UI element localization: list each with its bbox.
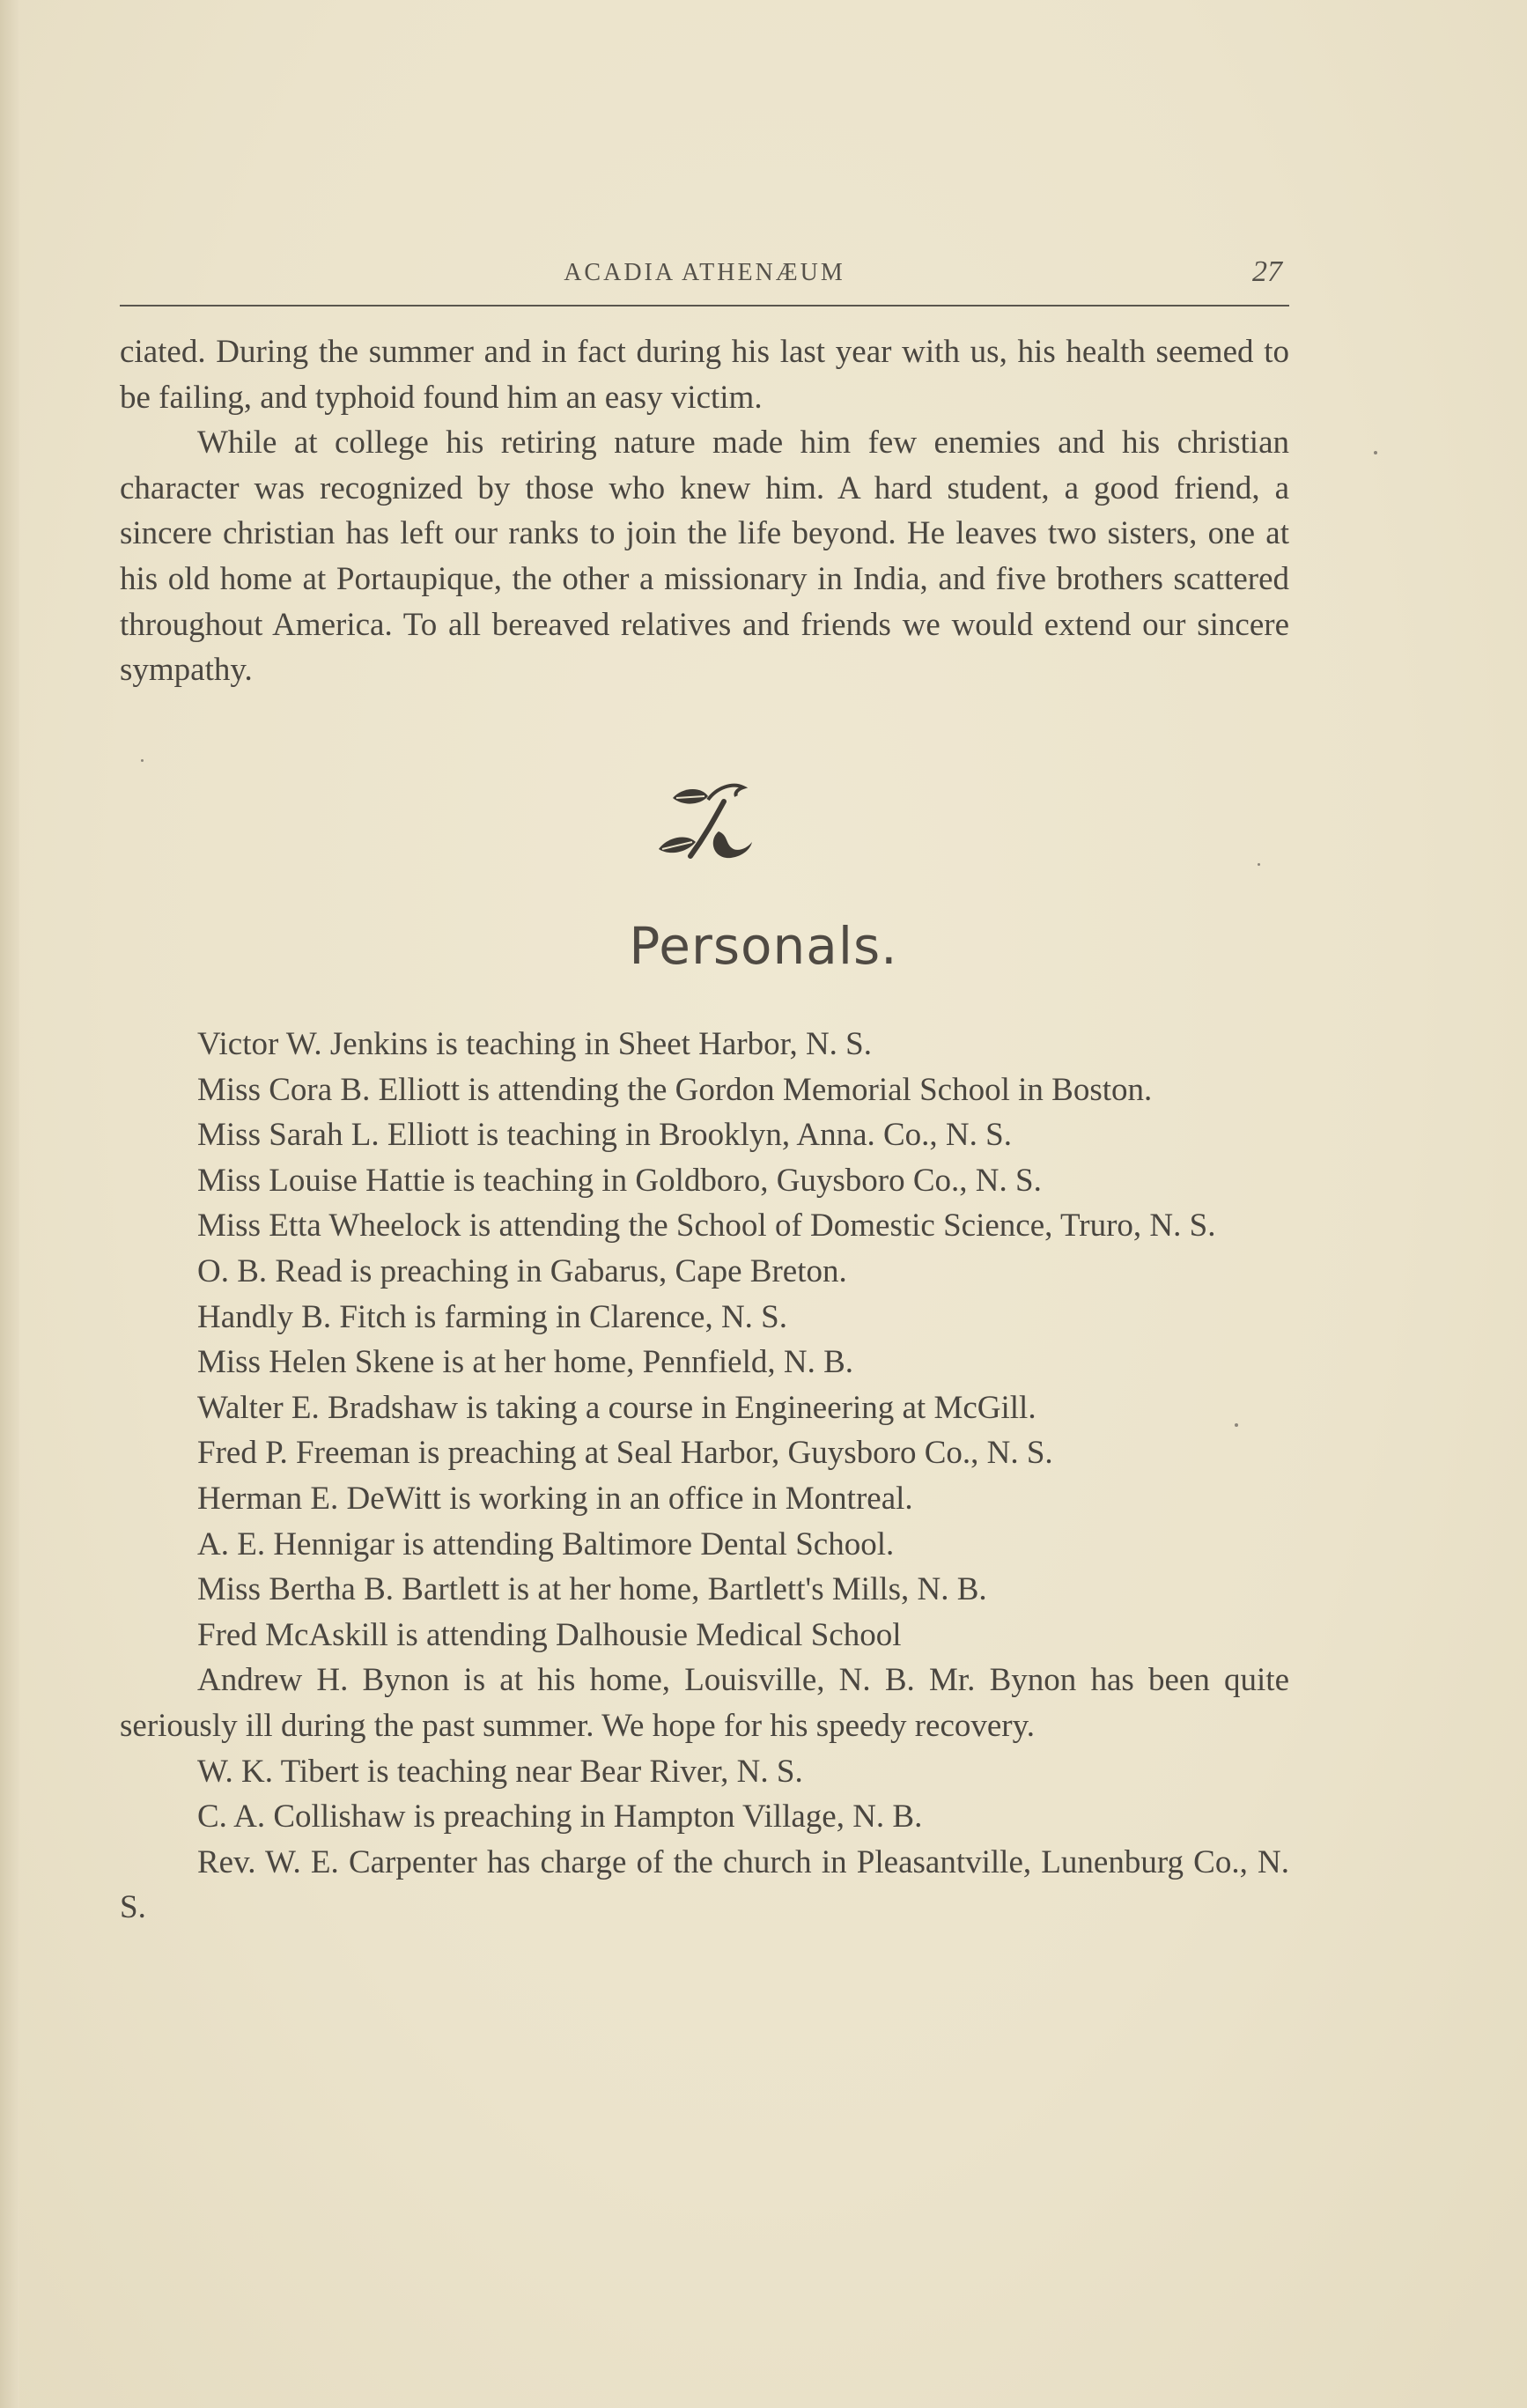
paragraph: ciated. During the summer and in fact during his last year with us, his health seemed to be failing, and typhoid found him an easy victim. (120, 334, 1289, 416)
paper-speck (1258, 863, 1260, 866)
page-header (120, 255, 1289, 307)
list-item: Miss Helen Skene is at her home, Pennfield, N. B. (197, 1344, 854, 1381)
page-number: 27 (1252, 255, 1282, 288)
list-item: Walter E. Bradshaw is taking a course in Engineering at McGill. (197, 1389, 1036, 1426)
list-item: Andrew H. Bynon is at his home, Louisville, N. B. Mr. Bynon has been quite seriously ill during the past summer. We hope for his speedy recovery. (120, 1662, 1289, 1744)
leaf-scroll-ornament-icon (655, 779, 757, 867)
list-item: Fred P. Freeman is preaching at Seal Harbor, Guysboro Co., N. S. (197, 1435, 1053, 1472)
continued-article (120, 329, 1289, 693)
list-item: Miss Sarah L. Elliott is teaching in Brooklyn, Anna. Co., N. S. (197, 1117, 1012, 1154)
list-item: C. A. Collishaw is preaching in Hampton Village, N. B. (197, 1799, 923, 1836)
personals-list (120, 1022, 1289, 1931)
list-item: Miss Bertha B. Bartlett is at her home, Bartlett's Mills, N. B. (197, 1571, 987, 1608)
list-item: Herman E. DeWitt is working in an office in Montreal. (197, 1480, 913, 1517)
list-item: W. K. Tibert is teaching near Bear River, N. S. (197, 1753, 803, 1790)
section-title: Personals. (629, 916, 898, 976)
list-item: Fred McAskill is attending Dalhousie Medical School (197, 1616, 902, 1653)
list-item: Handly B. Fitch is farming in Clarence, N. S. (197, 1298, 788, 1335)
list-item: Miss Louise Hattie is teaching in Goldboro, Guysboro Co., N. S. (197, 1162, 1042, 1199)
list-item: Rev. W. E. Carpenter has charge of the church in Pleasantville, Lunenburg Co., N. S. (120, 1843, 1289, 1926)
paragraph: While at college his retiring nature made him few enemies and his christian character was recognized by those who knew him. A hard student, a good friend, a sincere christian has left our ranks to join the life beyond. He leaves two sisters, one at his old home at Portaupique, the other a missionary in India, and five brothers scattered throughout America. To all bereaved relatives and friends we would extend our sincere sympathy. (120, 425, 1289, 689)
paper-speck (1235, 1423, 1238, 1427)
list-item: Miss Etta Wheelock is attending the School of Domestic Science, Truro, N. S. (197, 1208, 1216, 1245)
page-edge (0, 0, 19, 2408)
paper-speck (1374, 451, 1377, 454)
paper-speck (141, 759, 144, 762)
list-item: A. E. Hennigar is attending Baltimore Dental School. (197, 1525, 895, 1562)
list-item: Victor W. Jenkins is teaching in Sheet Harbor, N. S. (197, 1026, 872, 1062)
list-item: O. B. Read is preaching in Gabarus, Cape Breton. (197, 1252, 847, 1289)
list-item: Miss Cora B. Elliott is attending the Gordon Memorial School in Boston. (197, 1071, 1153, 1108)
running-head: ACADIA ATHENÆUM (564, 259, 845, 286)
